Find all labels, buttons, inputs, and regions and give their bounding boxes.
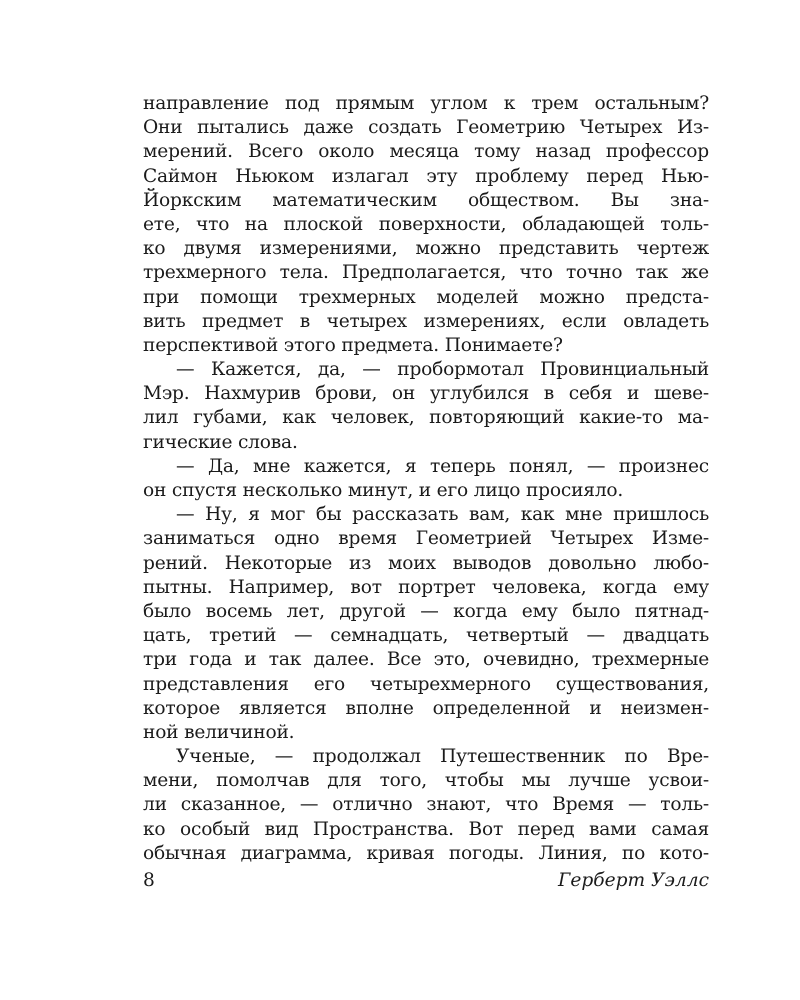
- page-number: 8: [143, 870, 155, 891]
- text-line: он спустя несколько минут, и его лицо просияло.: [143, 480, 624, 501]
- text-line: цать, третий — семнадцать, четвертый — двадцать: [143, 625, 709, 647]
- text-line: Они пытались даже создать Геометрию Четырех Из-: [143, 117, 709, 139]
- text-line: мени, помолчав для того, чтобы мы лучше усвои-: [143, 770, 709, 792]
- text-line: — Кажется, да, — пробормотал Провинциальный: [176, 359, 709, 381]
- text-line: мерений. Всего около месяца тому назад профессор: [143, 141, 709, 163]
- text-line: ной величиной.: [143, 721, 295, 743]
- text-line: трехмерного тела. Предполагается, что точно так же: [143, 262, 709, 284]
- text-line: при помощи трехмерных моделей можно предста-: [143, 286, 709, 308]
- text-line: вить предмет в четырех измерениях, если овладеть: [143, 310, 709, 332]
- text-line: перспективой этого предмета. Понимаете?: [143, 334, 563, 356]
- text-line: ко особый вид Пространства. Вот перед вами самая: [143, 818, 709, 840]
- text-line: ко двумя измерениями, можно представить чертеж: [143, 238, 709, 260]
- running-footer-author: Герберт Уэллс: [558, 870, 709, 891]
- text-line: было восемь лет, другой — когда ему было пятнад-: [143, 600, 709, 622]
- text-line: гические слова.: [143, 431, 298, 453]
- text-line: — Да, мне кажется, я теперь понял, — произнес: [176, 455, 709, 477]
- text-line: пытны. Например, вот портрет человека, когда ему: [143, 576, 709, 598]
- text-line: Йоркским математическим обществом. Вы зна-: [143, 189, 709, 211]
- text-line: ете, что на плоской поверхности, обладающей толь-: [143, 213, 709, 235]
- text-line: заниматься одно время Геометрией Четырех Изме-: [143, 528, 709, 550]
- text-line: которое является вполне определенной и неизмен-: [143, 697, 709, 719]
- body-text: [143, 92, 709, 866]
- text-line: Ученые, — продолжал Путешественник по Вре-: [176, 746, 709, 768]
- text-line: — Ну, я мог бы рассказать вам, как мне пришлось: [176, 504, 709, 526]
- text-line: лил губами, как человек, повторяющий какие-то ма-: [143, 407, 709, 429]
- text-line: Мэр. Нахмурив брови, он углубился в себя и шеве-: [143, 383, 709, 405]
- text-line: Саймон Ньюком излагал эту проблему перед Нью-: [143, 165, 709, 187]
- text-line: ли сказанное, — отлично знают, что Время — толь-: [143, 794, 709, 816]
- text-line: представления его четырехмерного существования,: [143, 673, 709, 695]
- text-line: рений. Некоторые из моих выводов довольно любо-: [143, 552, 709, 574]
- text-line: направление под прямым углом к трем остальным?: [143, 93, 709, 114]
- text-line: три года и так далее. Все это, очевидно, трехмерные: [143, 649, 709, 671]
- text-line: обычная диаграмма, кривая погоды. Линия, по кото-: [143, 842, 709, 864]
